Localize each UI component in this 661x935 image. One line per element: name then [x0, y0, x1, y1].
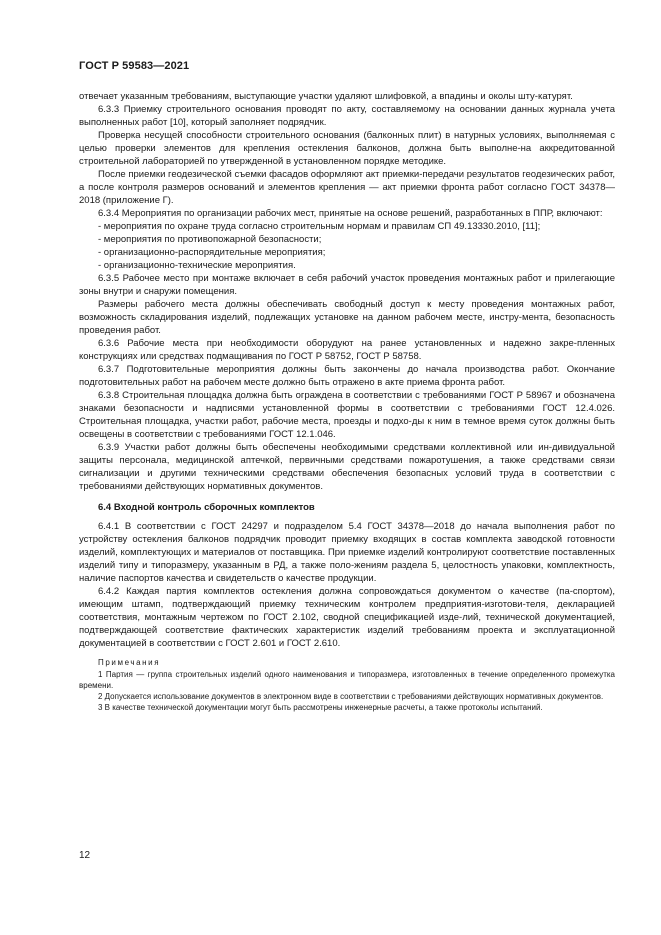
notes-title: Примечания	[98, 658, 161, 667]
note-item: 2 Допускается использование документов в электронном виде в соответствии с требованиями действующих нормативных документов.	[98, 692, 604, 701]
paragraph: 6.4.2 Каждая партия комплектов остекления должна сопровождаться документом о качестве (па-спортом), имеющим штамп, подтверждающий приемку техническим контролем предприятия-изготови-теля, декларацией соответствия, монтажным чертежом по ГОСТ 2.102, сводной спецификацией изде-лий, технической документацией, подтверждающей соответствие фактических характеристик изделий требованиям проекта и эксплуатационной документацией в соответствии с ГОСТ 2.601 и ГОСТ 2.610.	[79, 586, 615, 649]
paragraph: 6.3.6 Рабочие места при необходимости оборудуют на ранее установленных и надежно закре-пленных конструкциях или средствах подмащивания по ГОСТ Р 58752, ГОСТ Р 58758.	[79, 338, 615, 362]
paragraph: 6.3.8 Строительная площадка должна быть ограждена в соответствии с требованиями ГОСТ Р 58967 и обозначена знаками безопасности и надписями установленной формы в соответствии с требованиями ГОСТ 12.4.026. Строительная площадка, участки работ, рабочие места, проезды и подхо-ды к ним в темное время суток должны быть освещены в соответствии с требованиями ГОСТ 12.1.046.	[79, 390, 615, 440]
list-item: - организационно-распорядительные мероприятия;	[98, 247, 326, 258]
paragraph: 6.3.3 Приемку строительного основания проводят по акту, составляемому на основании данных журнала учета выполненных работ [10], который заполняет подрядчик.	[79, 104, 615, 128]
paragraph: После приемки геодезической съемки фасадов оформляют акт приемки-передачи результатов геодезических работ, а после контроля размеров оснований и элементов крепления — акт приемки фронта работ согласно ГОСТ 34378—2018 (приложение Г).	[79, 169, 615, 206]
paragraph: 6.3.4 Мероприятия по организации рабочих мест, принятые на основе решений, разработанных в ППР, включают:	[98, 208, 603, 219]
paragraph: 6.3.5 Рабочее место при монтаже включает в себя рабочий участок проведения монтажных работ и прилегающие зоны внутри и снаружи помещения.	[79, 273, 615, 297]
paragraph: 6.4.1 В соответствии с ГОСТ 24297 и подразделом 5.4 ГОСТ 34378—2018 до начала выполнения работ по устройству остекления балконов подрядчик проводит приемку входящих в состав комплекта заводской готовности изделий, комплектующих и материалов от поставщика. При приемке изделий контролируют соответствие поставленных изделий типу и типоразмеру, указанным в РД, а также поло-жениям раздела 5, целостность упаковки, комплектность, наличие паспортов качества и свидетельств о качестве продукции.	[79, 521, 615, 584]
section-heading: 6.4 Входной контроль сборочных комплектов	[98, 502, 315, 513]
note-item: 1 Партия — группа строительных изделий одного наименования и типоразмера, изготовленных в течение определенного промежутка времени.	[79, 670, 615, 690]
paragraph: Проверка несущей способности строительного основания (балконных плит) в натурных условиях, выполняемая с целью проверки элементов для крепления остекления балконов, должна быть выполне-на аккредитованной строительной лабораторией по утвержденной в установленном порядке методике.	[79, 130, 615, 167]
list-item: - мероприятия по противопожарной безопасности;	[98, 234, 322, 245]
paragraph: Размеры рабочего места должны обеспечивать свободный доступ к месту проведения монтажных работ, возможность складирования изделий, подлежащих установке на данном рабочем месте, инстру-мента, безопасность проведения работ.	[79, 299, 615, 336]
paragraph: 6.3.7 Подготовительные мероприятия должны быть закончены до начала производства работ. Окончание подготовительных работ на рабочем месте должно быть отражено в акте приема фронта работ.	[79, 364, 615, 388]
notes-block	[79, 657, 615, 713]
page-number: 12	[79, 850, 91, 861]
list-item: - мероприятия по охране труда согласно строительным нормам и правилам СП 49.13330.2010, [11];	[98, 221, 541, 232]
document-header: ГОСТ Р 59583—2021	[79, 60, 190, 72]
paragraph: отвечает указанным требованиям, выступающие участки удаляют шлифовкой, а впадины и околы шту-катурят.	[79, 91, 573, 102]
paragraph: 6.3.9 Участки работ должны быть обеспечены необходимыми средствами коллективной или ин-дивидуальной защиты персонала, медицинской аптечкой, первичными средствами пожаротушения, а также средствами связи сигнализации и другими техническими средствами обеспечения безопасных условий труда в соответствии с требованиями действующих нормативных документов.	[79, 442, 615, 492]
list-item: - организационно-технические мероприятия.	[98, 260, 296, 271]
note-item: 3 В качестве технической документации могут быть рассмотрены инженерные расчеты, а также протоколы испытаний.	[98, 703, 543, 712]
document-body	[79, 90, 615, 713]
